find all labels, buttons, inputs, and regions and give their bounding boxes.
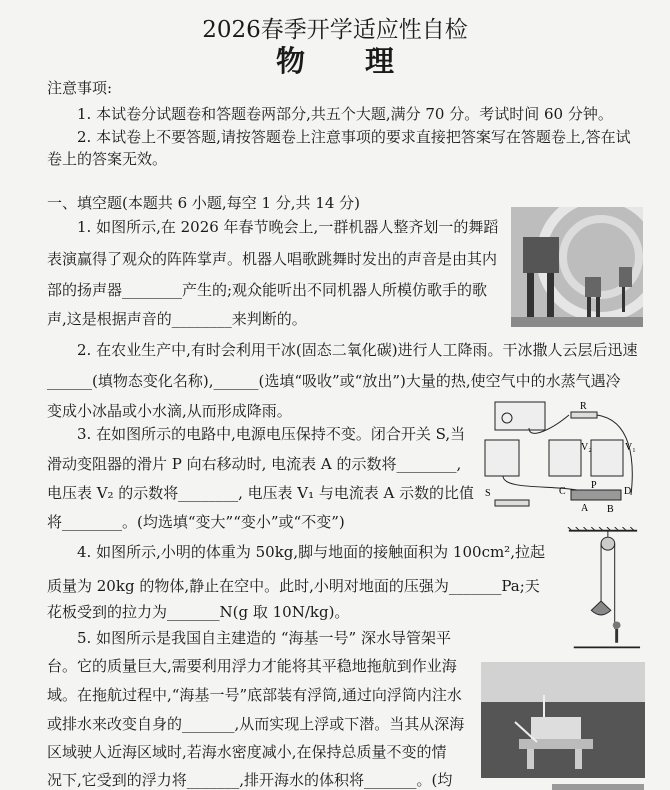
question-3-line: 电压表 V₂ 的示数将________, 电压表 V₁ 与电流表 A 示数的比值: [47, 484, 474, 502]
pulley-figure: [564, 527, 642, 652]
offshore-platform-photo: [481, 662, 645, 778]
question-5-line: 5. 如图所示是我国自主建造的 “海基一号” 深水导管架平: [77, 629, 451, 647]
notice-heading: 注意事项:: [47, 79, 113, 97]
label-s: S: [485, 488, 491, 499]
question-1-line: 表演赢得了观众的阵阵掌声。机器人唱歌跳舞时发出的声音是由其内: [47, 250, 498, 268]
question-1-line: 1. 如图所示,在 2026 年春节晚会上,一群机器人整齐划一的舞蹈: [77, 218, 499, 236]
question-4-line: 质量为 20kg 的物体,静止在空中。此时,小明对地面的压强为_______Pa;天: [47, 577, 540, 595]
subject-title: 物理: [275, 44, 454, 78]
question-1-line: 部的扬声器________产生的;观众能听出不同机器人所模仿歌手的歌: [47, 281, 488, 299]
question-4-line: 花板受到的拉力为_______N(g 取 10N/kg)。: [47, 603, 350, 621]
question-2-line: 变成小冰晶或小水滴,从而形成降雨。: [47, 402, 292, 420]
robot-dance-photo: [511, 207, 643, 327]
notice-line: 2. 本试卷上不要答题,请按答题卷上注意事项的要求直接把答案写在答题卷上,答在试: [77, 128, 631, 146]
question-5-line: 台。它的质量巨大,需要利用浮力才能将其平稳地拖航到作业海: [47, 657, 457, 675]
label-v1: V₁: [625, 442, 636, 453]
question-3-line: 将________。(均选填“变大”“变小”或“不变”): [47, 513, 345, 531]
circuit-diagram: [481, 400, 641, 515]
question-5-line: 况下,它受到的浮力将_______,排开海水的体积将_______。(均: [47, 771, 453, 789]
question-4-line: 4. 如图所示,小明的体重为 50kg,脚与地面的接触面积为 100cm²,拉起: [77, 543, 545, 561]
question-5-line: 或排水来改变自身的_______,从而实现上浮或下潜。当其从深海: [47, 715, 465, 733]
label-r: R: [580, 401, 587, 412]
label-b: B: [607, 504, 614, 515]
next-figure-edge: [552, 784, 644, 790]
notice-line: 卷上的答案无效。: [47, 150, 168, 168]
question-5-line: 域。在拖航过程中,“海基一号”底部装有浮筒,通过向浮筒内注水: [47, 686, 462, 704]
label-d: D: [624, 486, 632, 497]
question-3-line: 3. 在如图所示的电路中,电源电压保持不变。闭合开关 S,当: [77, 425, 466, 443]
label-p: P: [591, 480, 597, 491]
section-title: 一、填空题(本题共 6 小题,每空 1 分,共 14 分): [47, 194, 361, 212]
question-2-line: 2. 在农业生产中,有时会利用干冰(固态二氧化碳)进行人工降雨。干冰撒人云层后迅速: [77, 341, 638, 359]
question-2-line: ______(填物态变化名称),______(选填“吸收”或“放出”)大量的热,使空气中的水蒸气遇冷: [47, 372, 621, 390]
question-3-line: 滑动变阻器的滑片 P 向右移动时, 电流表 A 的示数将________,: [47, 455, 462, 473]
label-c: C: [559, 486, 566, 497]
question-1-line: 声,这是根据声音的________来判断的。: [47, 310, 307, 328]
question-5-line: 区域驶人近海区域时,若海水密度减小,在保持总质量不变的情: [47, 743, 447, 761]
notice-line: 1. 本试卷分试题卷和答题卷两部分,共五个大题,满分 70 分。考试时间 60 分钟。: [77, 105, 613, 123]
label-a: A: [581, 503, 589, 514]
exam-title: 2026春季开学适应性自检: [202, 17, 468, 43]
label-v2: V₂: [581, 442, 592, 453]
